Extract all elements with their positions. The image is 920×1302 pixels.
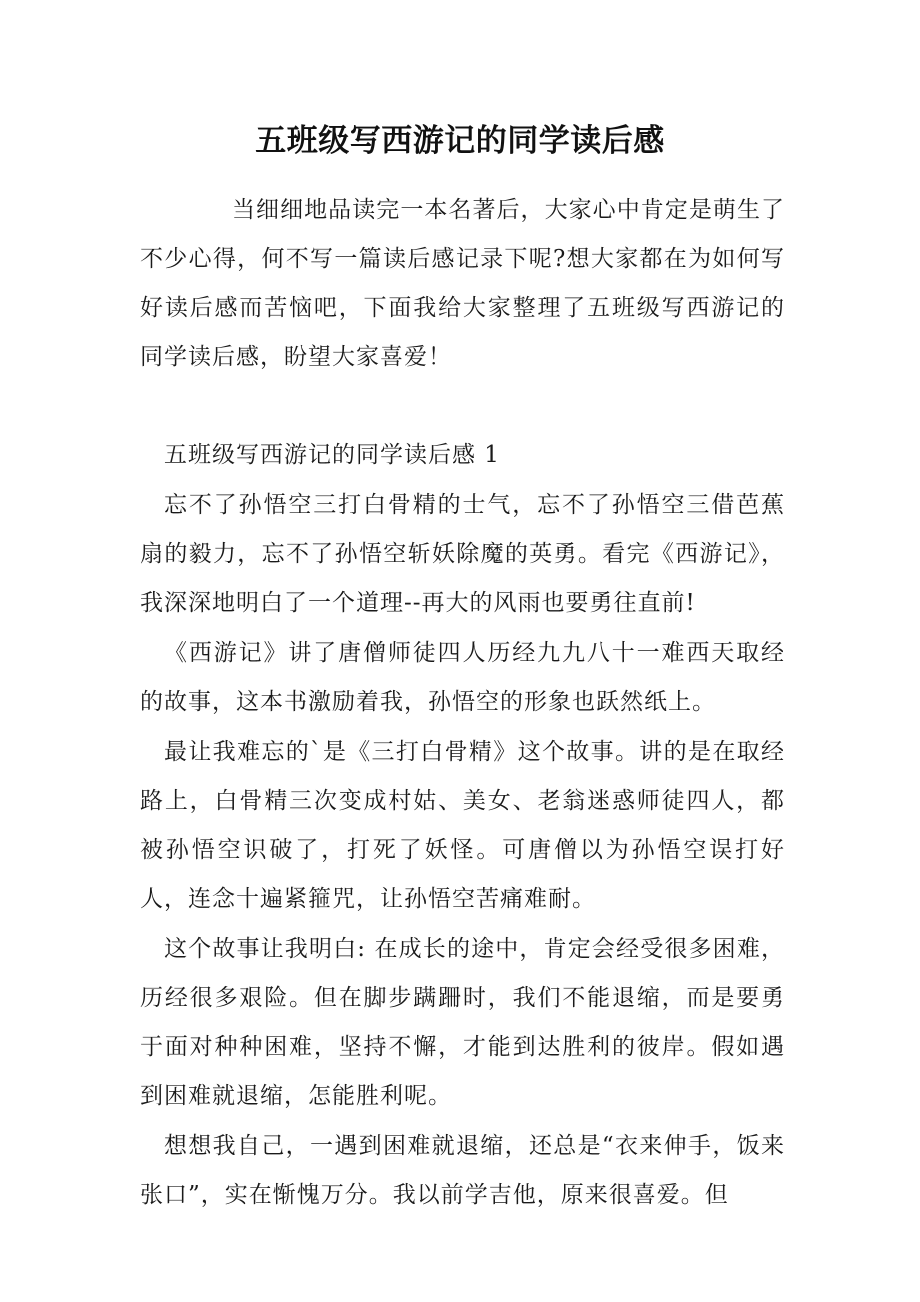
body-paragraph: 忘不了孙悟空三打白骨精的士气，忘不了孙悟空三借芭蕉扇的毅力，忘不了孙悟空斩妖除魔的英勇。看完《西游记》，我深深地明白了一个道理--再大的风雨也要勇往直前! xyxy=(140,492,785,616)
intro-paragraph: 当细细地品读完一本名著后，大家心中肯定是萌生了不少心得，何不写一篇读后感记录下呢?想大家都在为如何写好读后感而苦恼吧，下面我给大家整理了五班级写西游记的同学读后感，盼望大家喜爱！ xyxy=(140,197,785,370)
body-paragraph: 《西游记》讲了唐僧师徒四人历经九九八十一难西天取经的故事，这本书激励着我，孙悟空的形象也跃然纸上。 xyxy=(140,640,785,715)
document-body xyxy=(140,186,785,1220)
body-paragraph: 这个故事让我明白: 在成长的途中，肯定会经受很多困难，历经很多艰险。但在脚步蹒跚时，我们不能退缩，而是要勇于面对种种困难，坚持不懈，才能到达胜利的彼岸。假如遇到困难就退缩，怎能胜利呢。 xyxy=(140,936,785,1109)
section-heading: 五班级写西游记的同学读后感 1 xyxy=(164,442,500,468)
body-paragraph: 想想我自己，一遇到困难就退缩，还总是“衣来伸手，饭来张口”，实在惭愧万分。我以前学吉他，原来很喜爱。但 xyxy=(140,1133,785,1208)
body-paragraph: 最让我难忘的`是《三打白骨精》这个故事。讲的是在取经路上，白骨精三次变成村姑、美女、老翁迷惑师徒四人，都被孙悟空识破了，打死了妖怪。可唐僧以为孙悟空误打好人，连念十遍紧箍咒，让孙悟空苦痛难耐。 xyxy=(140,739,785,912)
document-title: 五班级写西游记的同学读后感 xyxy=(255,123,665,159)
